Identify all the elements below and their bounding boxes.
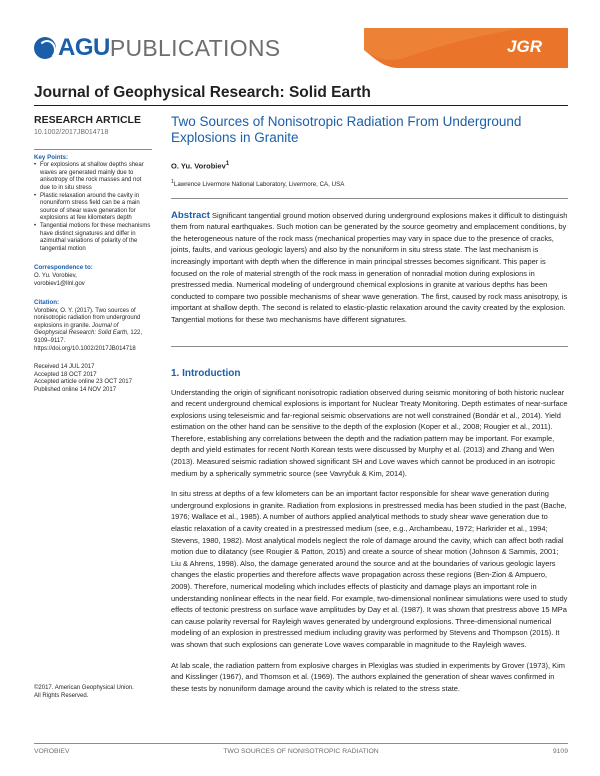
title-divider [171,198,568,199]
affiliation-text: Lawrence Livermore National Laboratory, Livermore, CA, USA [173,180,345,188]
agu-publications-logo [34,36,280,60]
abstract [171,210,568,326]
date-received: Received 14 JUL 2017 [34,364,95,371]
section-heading: 1. Introduction [171,367,241,379]
citation-heading: Citation: [34,299,60,307]
correspondence-heading: Correspondence to: [34,264,93,272]
key-point: • Plastic relaxation around the cavity in nonuniform stress field can be a main source of shear wave generation for explosions at few kilometers depth [34,193,152,223]
affiliation [171,179,568,188]
citation-block [34,299,152,353]
logo-publications-text: PUBLICATIONS [109,35,281,61]
copyright-line: All Rights Reserved. [34,692,89,699]
author-name: O. Yu. Vorobiev [171,161,226,171]
article-main [171,114,568,694]
footer-running-title: TWO SOURCES OF NONISOTROPIC RADIATION [223,748,379,755]
citation-pre: Vorobiev, O. Y. (2017). Two sources of nonisotropic radiation from underground explosions in granite. [34,307,141,329]
citation-text [34,308,152,354]
key-points-heading: Key Points: [34,153,69,161]
date-accepted: Accepted 18 OCT 2017 [34,371,97,378]
sidebar [34,114,152,395]
doi-link[interactable]: 10.1002/2017JB014718 [34,129,109,136]
key-point: • Tangential motions for these mechanisms have distinct signatures and differ in azimuthal variations of polarity of the tangential motion [34,223,152,253]
correspondence-block [34,264,152,288]
logo-agu-text: AGU [58,34,110,61]
jgr-badge-label: JGR [507,37,542,56]
footer-divider [34,743,568,744]
article-title: Two Sources of Nonisotropic Radiation From Underground Explosions in Granite [171,114,522,145]
author-line [171,160,568,171]
header-divider [34,105,568,106]
abstract-label: Abstract [171,209,210,221]
key-point: • For explosions at shallow depths shear waves are generated mainly due to anisotropy of the rock masses and not due to in situ stress [34,162,152,192]
body-paragraph: In situ stress at depths of a few kilometers can be an important factor responsible for shear wave generation during underground explosions in granite. Radiation from explosions in prestressed media has been studied in the past (Bache, 1976; Wallace et al., 1985). A number of authors applied analytical methods to study shear wave generation due to elastic relaxation of a cavity created in a prestressed medium (see, e.g., Archambeau, 1972; Harkrider et al., 1994; Stevens, 1980, 1982). Most analytical models neglect the role of damage around the cavity, which can affect both radial motion due to dilatancy (see Rougier & Patton, 2015) and create a source of shear motion (Johnson & Sammis, 2001; Liu & Ahrens, 1998). Also, the damage generated around the source and at the boundaries of various geologic layers changes the elastic properties and therefore affects wave propagation across these regions (Ben-Zion & Ampuero, 2009). Therefore, numerical modeling which includes effects of plasticity and damage plays an important role in understanding nonlinear effects in the near field. For example, two-dimensional nonlinear simulations were used to study effects of tectonic prestress on surface wave amplitudes by Day et al. (1987). It was shown that prestress above 15 MPa can cause polarity reversal for Rayleigh waves generated by underground explosions. Three-dimensional numerical modeling of an explosion in prestressed medium including gravity was performed by Stevens and Thompson (2015). It was shown that such explosions can generate Love waves comparable in magnitude to the Rayleigh waves. [171,489,568,649]
citation-post: , 122, 9109–9117. https://doi.org/10.1002/2017JB014718 [34,330,143,352]
correspondence-name: O. Yu. Vorobiev, [34,272,77,279]
body-paragraph: At lab scale, the radiation pattern from explosive charges in Plexiglas was studied in experiments by Grover (1973), Kim and Kisslinger (1967), and Thomson et al. (1969). The authors explained the generation of shear waves confirmed in these tests by nonuniform damage around the cavity which is related to the stress state. [171,660,565,693]
copyright-notice [34,685,164,700]
author-superscript: 1 [225,160,230,167]
affiliation-superscript: 1 [171,178,174,185]
agu-globe-icon [34,37,56,59]
copyright-line: ©2017. American Geophysical Union. [34,685,134,691]
body-paragraph: Understanding the origin of significant nonisotropic radiation observed during seismic monitoring of both historic nuclear and recent underground chemical explosions is important for Nuclear Treaty Monitoring. Depth estimates of near-surface explosions using teleseismic and far-regional seismic observations are not well constrained (Bondár et al., 2014). Yield estimation on the other hand can be sensitive to the depth of the explosion (Koper et al., 2008; Rougier et al., 2011). Therefore, establishing any correlations between the depth and the radiation pattern may be important. For example, depth and yield estimates for recent North Korean tests were discussed by Murphy et al. (2013) and Zhang and Wen (2013). Measured seismic radiation showed significant SH and Love waves which cannot be produced in an isotropic medium by a spherically symmetric source (see Vavryčuk & Kim, 2014). [171,387,568,478]
article-dates [34,364,152,394]
jgr-badge [364,28,568,68]
article-type: RESEARCH ARTICLE [34,114,141,126]
date-accepted-online: Accepted article online 23 OCT 2017 [34,379,132,386]
abstract-text: Significant tangential ground motion observed during underground explosions makes it difficult to distinguish them from natural earthquakes. Such motion can be generated by the source geometry and emplacement conditions, by the heterogeneous nature of the rock mass (mechanical properties may vary in space due to the presence of cracks, joints, faults, and various geologic layers) and also by the nonuniform in situ stress state. The last mechanism is increasingly important with depth when the difference in main principal stresses becomes significant. This paper is focused on the role of material strength of the rock mass in generation of nonradial motion during explosions in prestressed media. Numerical modeling of underground chemical explosions in granite at various depths has been conducted to compare two possible mechanisms of shear wave generation. The first, caused by rock mass anisotropy, is important at shallow depth. The second is related to elastic-plastic relaxation around the cavity created by the explosion. Tangential motions for these two mechanisms have different signatures. [171,210,568,324]
key-points-list [34,162,152,253]
date-published: Published online 14 NOV 2017 [34,387,117,394]
citation-journal: Journal of Geophysical Research: Solid Earth [34,322,128,337]
sidebar-divider [34,149,152,150]
journal-title: Journal of Geophysical Research: Solid Earth [34,84,371,101]
footer-author: VOROBIEV [34,748,70,755]
page-number: 9109 [552,748,568,755]
correspondence-email[interactable]: vorobiev1@llnl.gov [34,280,85,287]
abstract-divider [171,346,568,347]
